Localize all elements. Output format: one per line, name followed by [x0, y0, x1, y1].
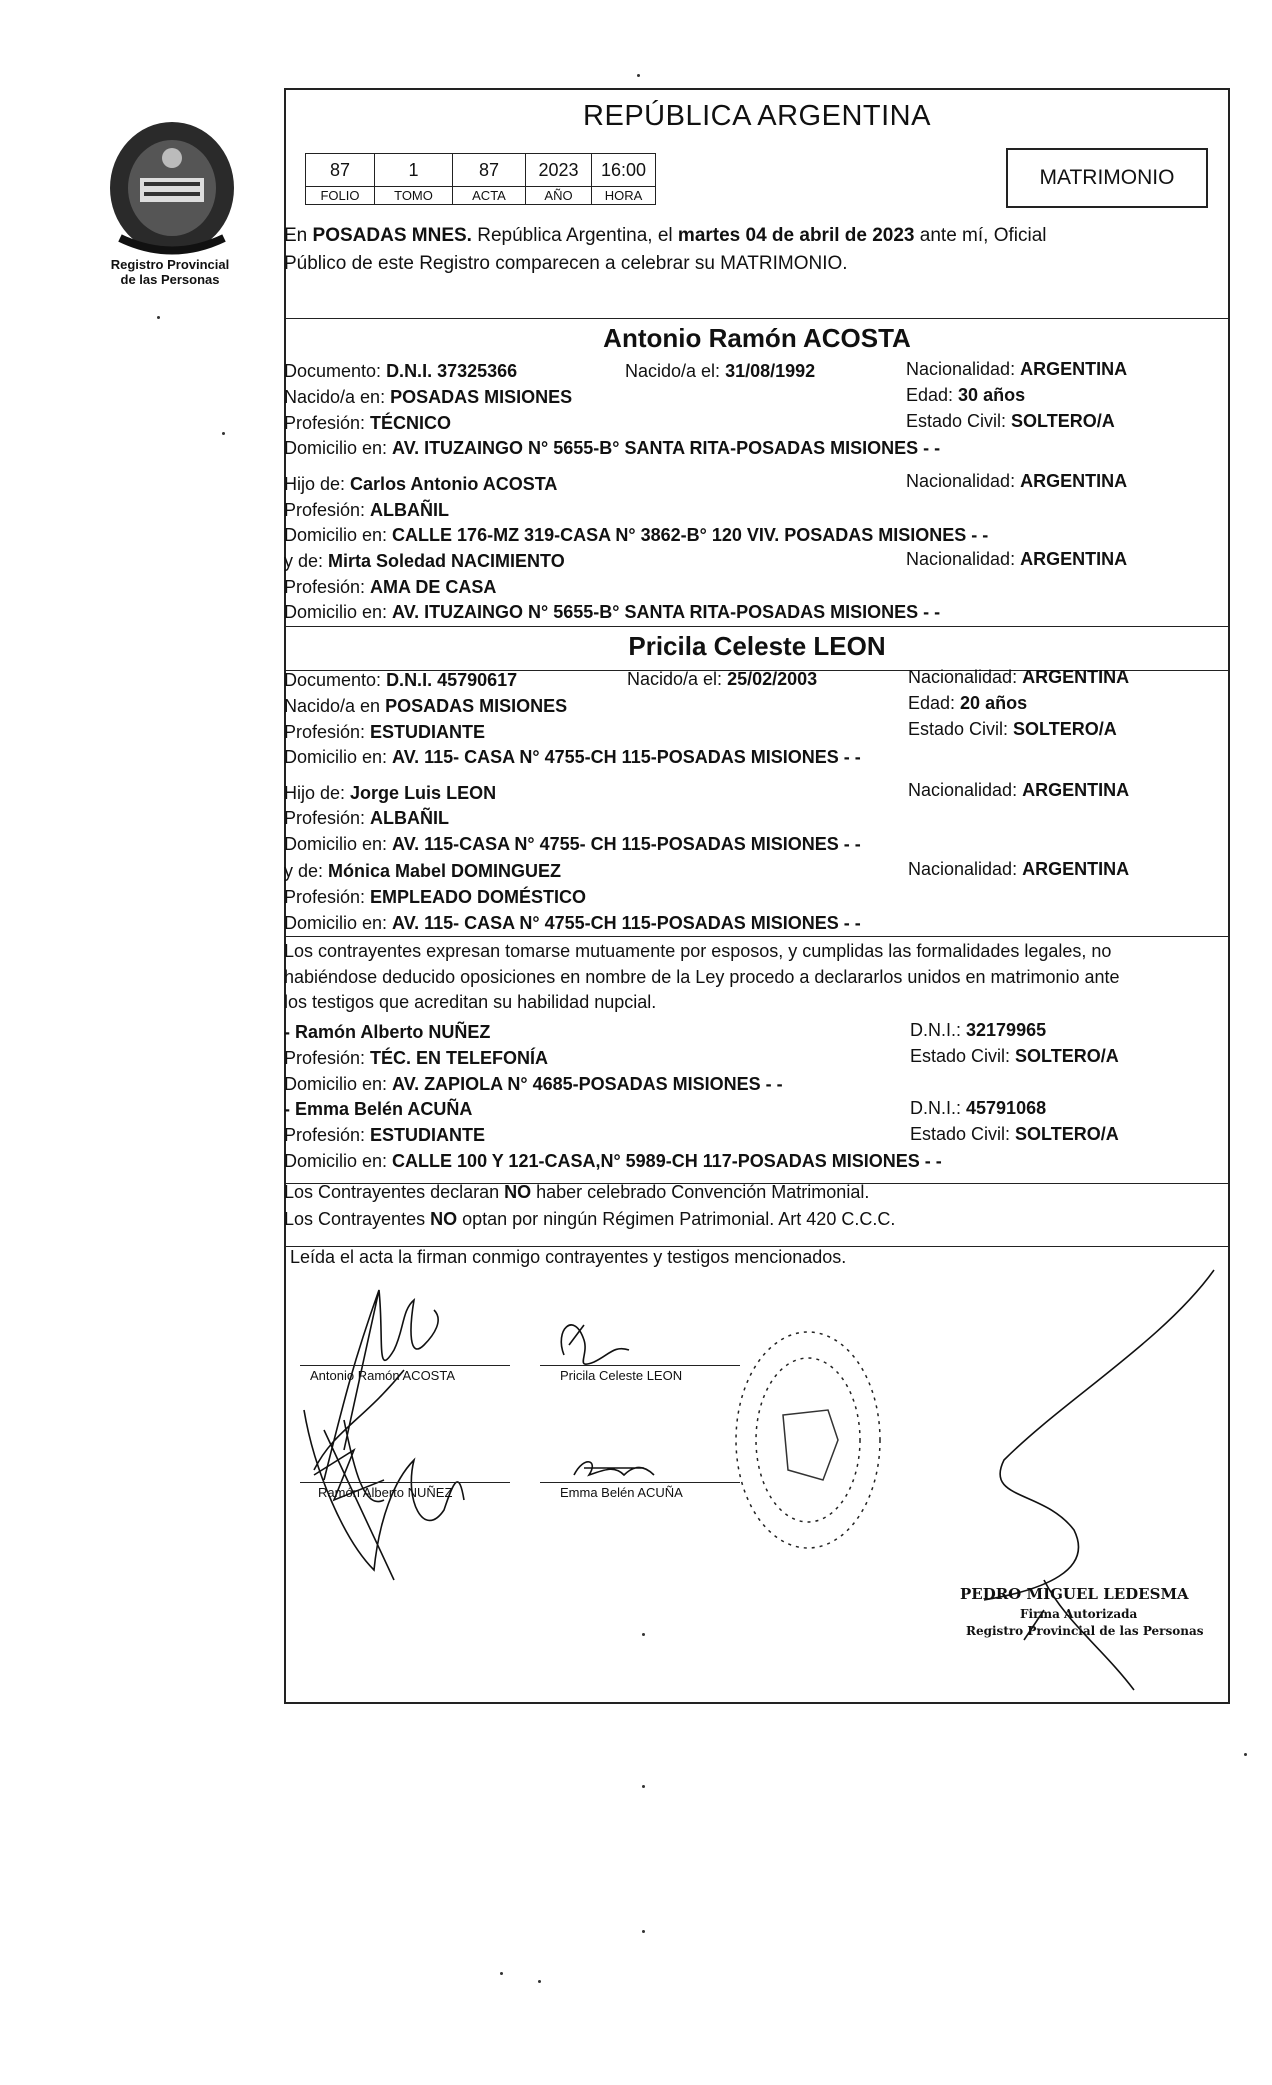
signature-line — [300, 1482, 510, 1483]
signature-line — [300, 1365, 510, 1366]
convention-statement: Los Contrayentes declaran NO haber celebrado Convención Matrimonial. — [284, 1182, 870, 1202]
spouse2-mother-address: Domicilio en: AV. 115- CASA N° 4755-CH 115-POSADAS MISIONES - - — [284, 913, 861, 933]
spouse2-mother-nationality: Nacionalidad: ARGENTINA — [908, 859, 1130, 879]
spouse1-profession: Profesión: TÉCNICO — [284, 413, 452, 433]
scan-dot — [500, 1972, 503, 1975]
intro-line1: En POSADAS MNES. República Argentina, el martes 04 de abril de 2023 ante mí, Oficial — [284, 225, 1047, 246]
spouse1-mother-nationality: Nacionalidad: ARGENTINA — [906, 549, 1128, 569]
spouse2-father: Hijo de: Jorge Luis LEON — [284, 783, 497, 803]
official-office: Registro Provincial de las Personas — [966, 1624, 1204, 1638]
spouse1-father-nationality: Nacionalidad: ARGENTINA — [906, 471, 1128, 491]
acta-label: ACTA — [453, 187, 526, 205]
scan-dot — [157, 316, 160, 319]
witness2-civil-status: Estado Civil: SOLTERO/A — [910, 1124, 1119, 1144]
spouse2-father-address: Domicilio en: AV. 115-CASA N° 4755- CH 115-POSADAS MISIONES - - — [284, 834, 861, 854]
spouse2-nationality: Nacionalidad: ARGENTINA — [908, 667, 1130, 687]
scan-dot — [642, 1633, 645, 1636]
spouse2-mother: y de: Mónica Mabel DOMINGUEZ — [284, 861, 562, 881]
spouse1-mother-profession: Profesión: AMA DE CASA — [284, 577, 497, 597]
folio-value: 87 — [306, 154, 375, 187]
spouse1-address: Domicilio en: AV. ITUZAINGO N° 5655-B° SANTA RITA-POSADAS MISIONES - - — [284, 438, 941, 458]
signature-line — [540, 1365, 740, 1366]
spouse1-mother-address: Domicilio en: AV. ITUZAINGO N° 5655-B° SANTA RITA-POSADAS MISIONES - - — [284, 602, 941, 622]
spouse1-mother: y de: Mirta Soledad NACIMIENTO — [284, 551, 565, 571]
scan-dot — [222, 432, 225, 435]
spouse1-nationality: Nacionalidad: ARGENTINA — [906, 359, 1128, 379]
act-type-box: MATRIMONIO — [1006, 148, 1208, 208]
spouse1-father: Hijo de: Carlos Antonio ACOSTA — [284, 474, 558, 494]
year-label: AÑO — [526, 187, 592, 205]
witness1-name: - Ramón Alberto NUÑEZ — [284, 1022, 491, 1042]
witness1-civil-status: Estado Civil: SOLTERO/A — [910, 1046, 1119, 1066]
official-title: Firma Autorizada — [1020, 1607, 1138, 1621]
intro-line2: Público de este Registro comparecen a celebrar su MATRIMONIO. — [284, 253, 848, 274]
acta-value: 87 — [453, 154, 526, 187]
scan-dot — [642, 1930, 645, 1933]
witness1-profession: Profesión: TÉC. EN TELEFONÍA — [284, 1048, 549, 1068]
folio-label: FOLIO — [306, 187, 375, 205]
spouse1-father-profession: Profesión: ALBAÑIL — [284, 500, 450, 520]
spouse2-name: Pricila Celeste LEON — [628, 631, 886, 661]
logo-caption-line2: de las Personas — [120, 272, 220, 287]
witness1-address: Domicilio en: AV. ZAPIOLA N° 4685-POSADAS MISIONES - - — [284, 1074, 783, 1094]
spouse2-address: Domicilio en: AV. 115- CASA N° 4755-CH 115-POSADAS MISIONES - - — [284, 747, 861, 767]
spouse2-document: Documento: D.N.I. 45790617 — [284, 670, 518, 690]
witness2-address: Domicilio en: CALLE 100 Y 121-CASA,N° 5989-CH 117-POSADAS MISIONES - - — [284, 1151, 942, 1171]
witness1-dni: D.N.I.: 32179965 — [910, 1020, 1047, 1040]
spouse2-birthdate: Nacido/a el: 25/02/2003 — [627, 669, 818, 689]
official-seal — [728, 1320, 888, 1560]
hour-label: HORA — [592, 187, 656, 205]
spouse1-document: Documento: D.N.I. 37325366 — [284, 361, 518, 381]
scan-dot — [1244, 1753, 1247, 1756]
scan-dot — [538, 1980, 541, 1983]
signature-witness2: Emma Belén ACUÑA — [560, 1485, 683, 1500]
spouse2-age: Edad: 20 años — [908, 693, 1028, 713]
signature-spouse2: Pricila Celeste LEON — [560, 1368, 683, 1383]
tomo-label: TOMO — [375, 187, 453, 205]
country-title: REPÚBLICA ARGENTINA — [583, 100, 931, 132]
tomo-value: 1 — [375, 154, 453, 187]
signature-spouse1: Antonio Ramón ACOSTA — [310, 1368, 455, 1383]
divider — [284, 936, 1230, 937]
witness2-name: - Emma Belén ACUÑA — [284, 1099, 473, 1119]
signature-line — [540, 1482, 740, 1483]
spouse2-father-profession: Profesión: ALBAÑIL — [284, 808, 450, 828]
spouse2-civil-status: Estado Civil: SOLTERO/A — [908, 719, 1117, 739]
spouse1-birthplace: Nacido/a en: POSADAS MISIONES — [284, 387, 573, 407]
witness2-dni: D.N.I.: 45791068 — [910, 1098, 1047, 1118]
closing-text: Leída el acta la firman conmigo contrayentes y testigos mencionados. — [290, 1247, 847, 1267]
spouse1-civil-status: Estado Civil: SOLTERO/A — [906, 411, 1115, 431]
official-name: PEDRO MIGUEL LEDESMA — [960, 1585, 1189, 1603]
logo-caption — [95, 257, 245, 287]
year-value: 2023 — [526, 154, 592, 187]
hour-value: 16:00 — [592, 154, 656, 187]
divider — [284, 318, 1230, 319]
registry-table — [305, 153, 656, 205]
spouse1-age: Edad: 30 años — [906, 385, 1026, 405]
divider — [284, 626, 1230, 627]
spouse2-profession: Profesión: ESTUDIANTE — [284, 722, 486, 742]
spouse1-birthdate: Nacido/a el: 31/08/1992 — [625, 361, 816, 381]
witness2-profession: Profesión: ESTUDIANTE — [284, 1125, 486, 1145]
spouse2-birthplace: Nacido/a en POSADAS MISIONES — [284, 696, 568, 716]
signature-witness1: Ramón Alberto NUÑEZ — [318, 1485, 453, 1500]
regime-statement: Los Contrayentes NO optan por ningún Régimen Patrimonial. Art 420 C.C.C. — [284, 1209, 896, 1229]
declaration-line2: habiéndose deducido oposiciones en nombre de la Ley procedo a declararlos unidos en matrimonio ante — [284, 967, 1120, 987]
declaration-line1: Los contrayentes expresan tomarse mutuamente por esposos, y cumplidas las formalidades legales, no — [284, 941, 1112, 961]
spouse2-mother-profession: Profesión: EMPLEADO DOMÉSTICO — [284, 887, 587, 907]
spouse1-name: Antonio Ramón ACOSTA — [603, 323, 911, 353]
declaration-line3: los testigos que acreditan su habilidad nupcial. — [284, 992, 657, 1012]
scan-dot — [642, 1785, 645, 1788]
scan-dot — [637, 74, 640, 77]
logo-caption-line1: Registro Provincial — [110, 257, 230, 272]
spouse1-father-address: Domicilio en: CALLE 176-MZ 319-CASA N° 3862-B° 120 VIV. POSADAS MISIONES - - — [284, 525, 989, 545]
spouse2-father-nationality: Nacionalidad: ARGENTINA — [908, 780, 1130, 800]
